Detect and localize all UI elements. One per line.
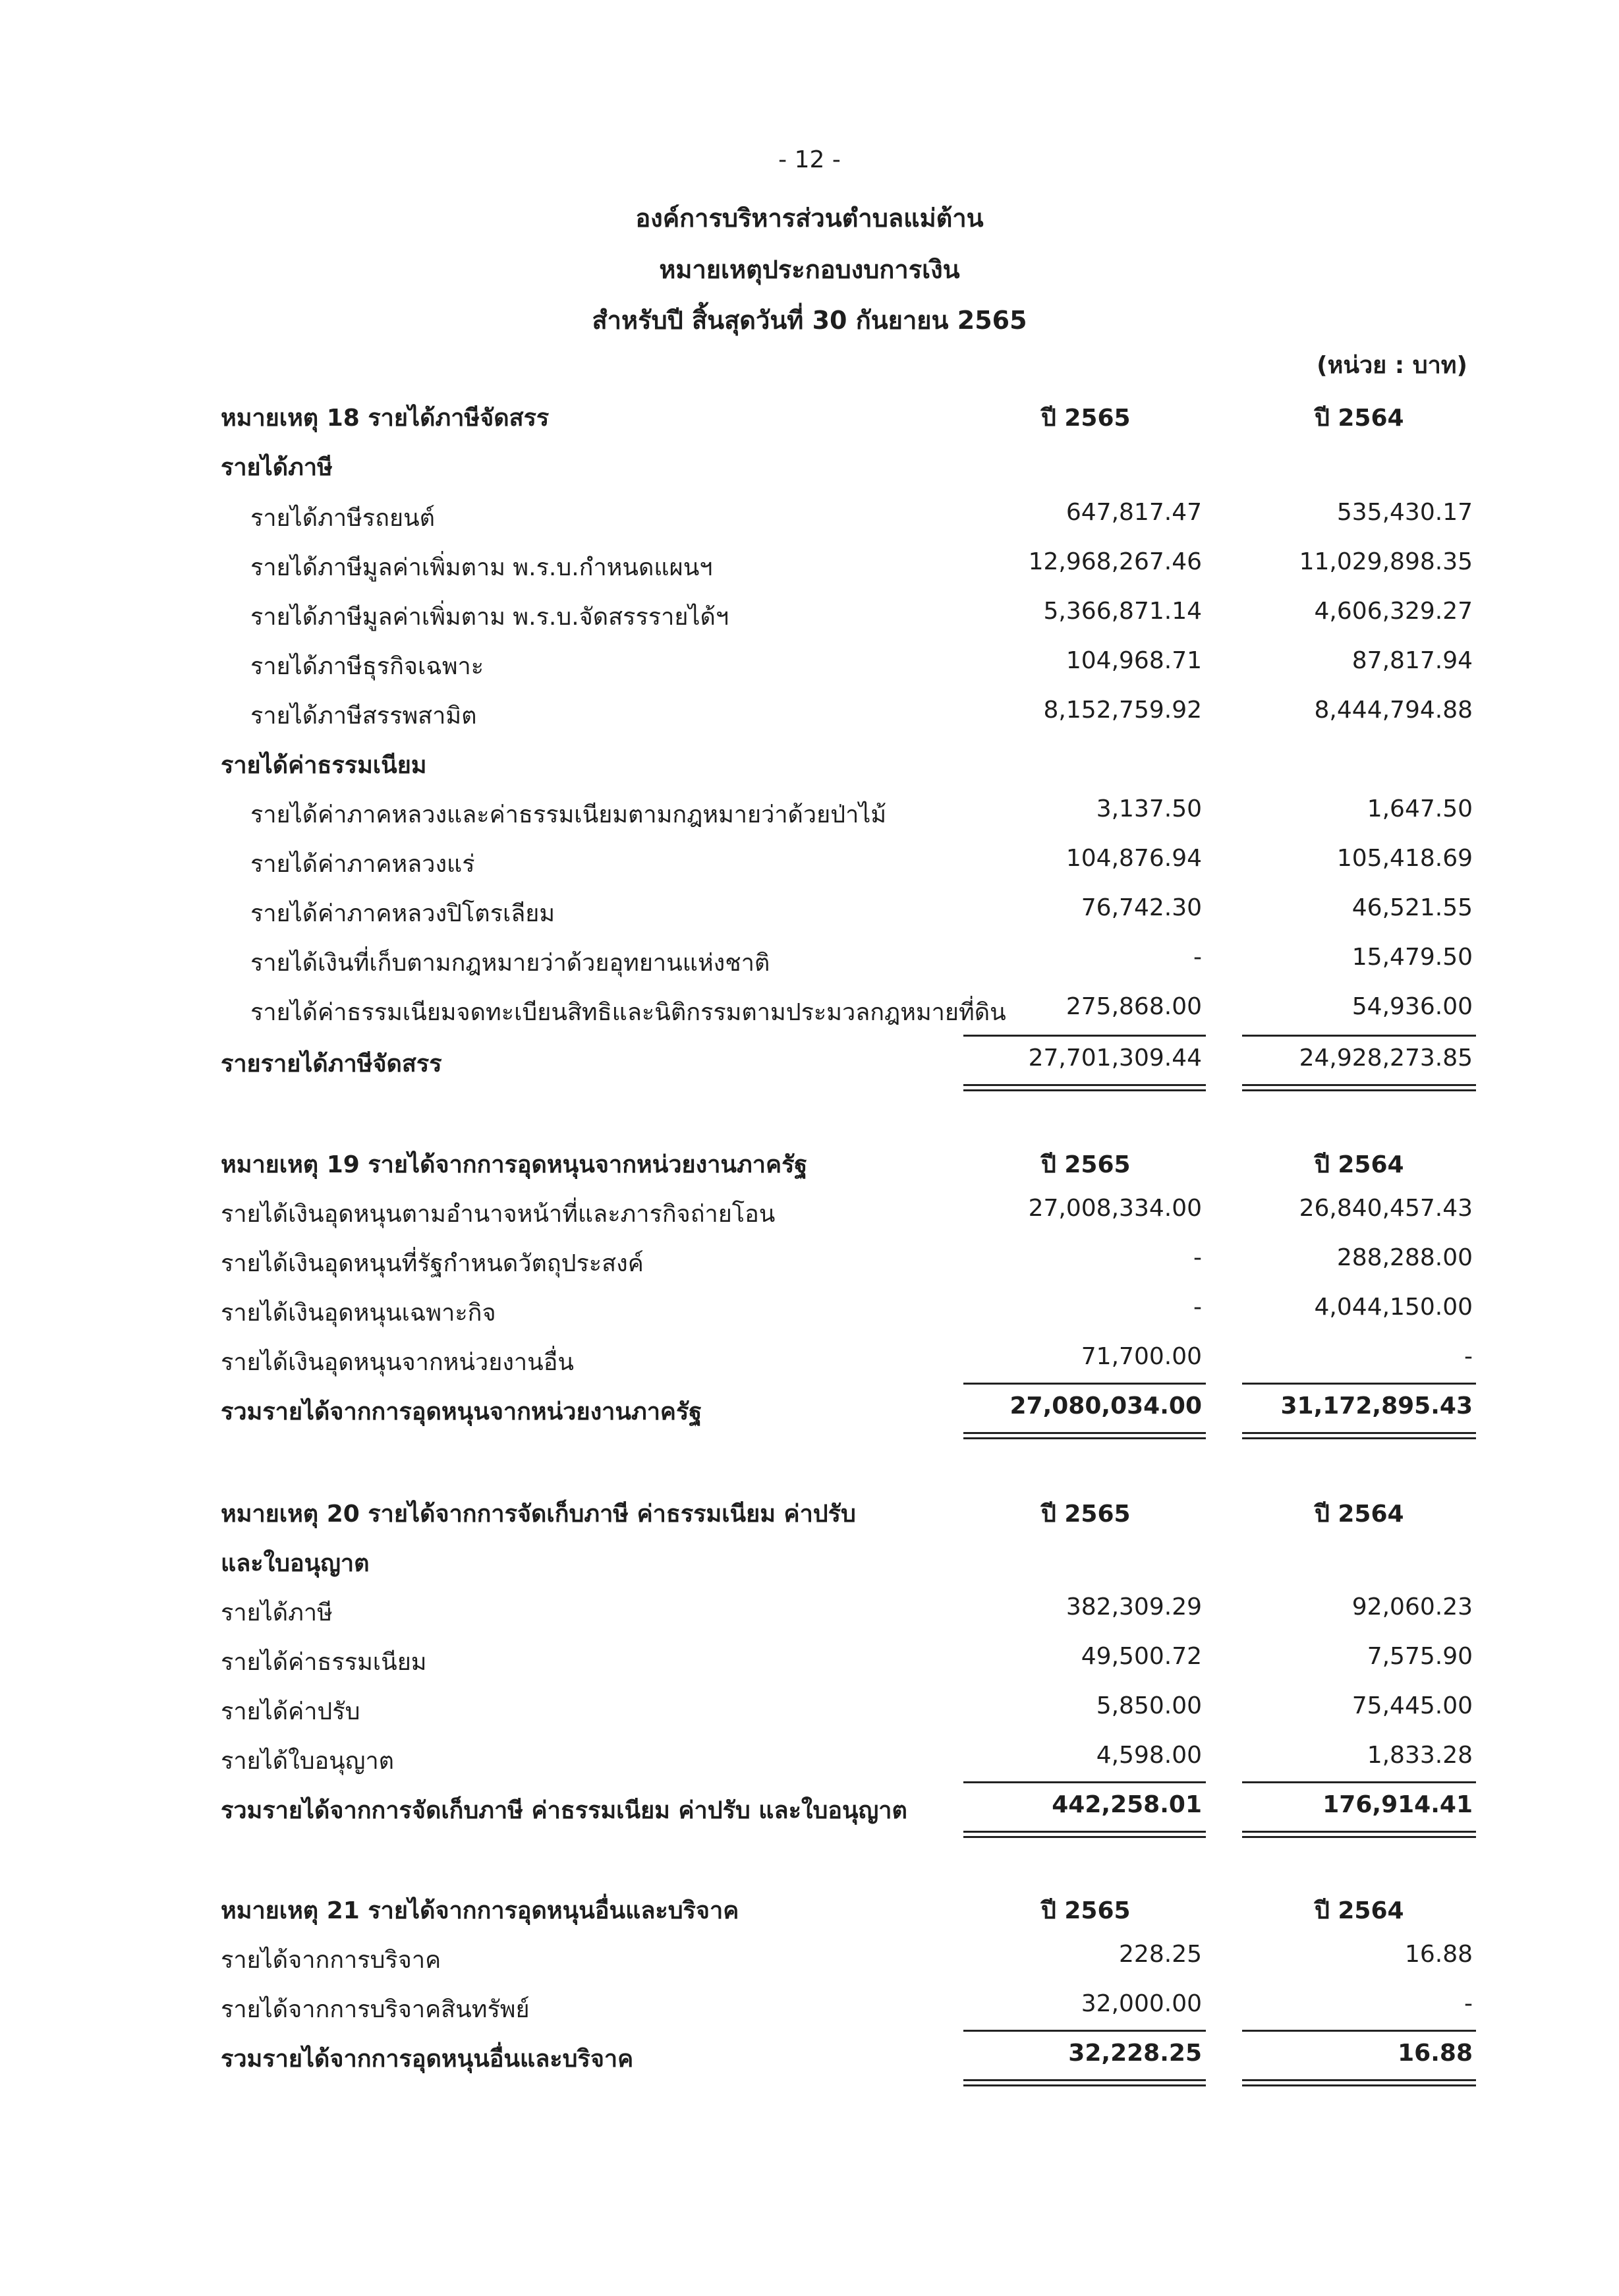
group-label: รายได้ภาษี [221, 454, 333, 481]
value-2564: 4,044,150.00 [1314, 1294, 1473, 1321]
value-2564: 288,288.00 [1336, 1244, 1473, 1271]
value-2564: 4,606,329.27 [1314, 598, 1473, 625]
note19-title: หมายเหตุ 19 รายได้จากการอุดหนุนจากหน่วยงานภาครัฐ [221, 1151, 808, 1178]
value-2564: 26,840,457.43 [1299, 1195, 1473, 1222]
subtotal-rule [963, 1781, 1206, 1783]
table-row [0, 845, 1619, 884]
value-2565: - [1193, 1294, 1202, 1321]
row-label: รายได้เงินที่เก็บตามกฎหมายว่าด้วยอุทยานแห่งชาติ [250, 950, 770, 977]
total-row [0, 1791, 1619, 1831]
table-row [0, 1294, 1619, 1333]
period-line: สำหรับปี สิ้นสุดวันที่ 30 กันยายน 2565 [592, 306, 1027, 335]
double-rule [963, 1437, 1206, 1439]
table-row [0, 499, 1619, 538]
value-2564: 105,418.69 [1336, 845, 1473, 872]
value-2565: 275,868.00 [1065, 993, 1202, 1020]
value-2565: 12,968,267.46 [1028, 548, 1202, 575]
table-row [0, 1941, 1619, 1980]
value-2564: 75,445.00 [1351, 1692, 1473, 1719]
value-2564: 1,833.28 [1367, 1742, 1473, 1769]
note20-col1: ปี 2565 [1041, 1501, 1131, 1528]
row-label: รายได้จากการบริจาค [221, 1947, 441, 1974]
note20-title: หมายเหตุ 20 รายได้จากการจัดเก็บภาษี ค่าธรรมเนียม ค่าปรับ [221, 1501, 856, 1528]
table-row [0, 1990, 1619, 2030]
table-row [0, 647, 1619, 687]
note19-header-row [0, 1145, 1619, 1185]
double-rule [1242, 2084, 1476, 2086]
subtotal-rule [1242, 1383, 1476, 1385]
row-label: รายได้ค่าภาคหลวงแร่ [250, 851, 475, 878]
note18-group-tax [0, 448, 1619, 488]
value-2564: 15,479.50 [1351, 944, 1473, 971]
note21-title: หมายเหตุ 21 รายได้จากการอุดหนุนอื่นและบริจาค [221, 1897, 739, 1924]
total-row [0, 1045, 1619, 1084]
value-2565: 5,366,871.14 [1043, 598, 1202, 625]
value-2565: 76,742.30 [1081, 894, 1202, 921]
page-number: - 12 - [778, 146, 841, 173]
table-row [0, 1195, 1619, 1234]
group-label: รายได้ค่าธรรมเนียม [221, 752, 427, 779]
row-label: รายได้จากการบริจาคสินทรัพย์ [221, 1996, 530, 2023]
subtotal-rule [1242, 1781, 1476, 1783]
value-2564: 87,817.94 [1351, 647, 1473, 674]
note18-col1: ปี 2565 [1041, 405, 1131, 432]
note21-col1: ปี 2565 [1041, 1897, 1131, 1924]
value-2564: 8,444,794.88 [1314, 697, 1473, 724]
double-rule [1242, 1836, 1476, 1838]
double-rule [963, 2084, 1206, 2086]
table-row [0, 944, 1619, 983]
row-label: รายได้ภาษี [221, 1599, 333, 1626]
note18-group-fee [0, 746, 1619, 786]
row-label: รายได้ค่าธรรมเนียม [221, 1649, 427, 1676]
value-2565: 104,876.94 [1065, 845, 1202, 872]
total-2564: 31,172,895.43 [1280, 1392, 1473, 1420]
total-label: รวมรายได้จากการอุดหนุนจากหน่วยงานภาครัฐ [221, 1398, 702, 1425]
value-2565: 5,850.00 [1096, 1692, 1202, 1719]
value-2565: 49,500.72 [1081, 1643, 1202, 1670]
table-row [0, 1343, 1619, 1383]
row-label: รายได้ภาษีสรรพสามิต [250, 703, 477, 730]
value-2565: 382,309.29 [1065, 1593, 1202, 1621]
value-2564: 46,521.55 [1351, 894, 1473, 921]
double-rule [1242, 1089, 1476, 1091]
note21-col2: ปี 2564 [1315, 1897, 1404, 1924]
total-2564: 176,914.41 [1322, 1791, 1473, 1818]
row-label: รายได้ค่าปรับ [221, 1698, 360, 1725]
subtotal-rule [963, 1035, 1206, 1037]
row-label: รายได้ภาษีมูลค่าเพิ่มตาม พ.ร.บ.กำหนดแผนฯ [250, 554, 713, 581]
total-2564: 16.88 [1398, 2040, 1473, 2067]
row-label: รายได้ค่าภาคหลวงและค่าธรรมเนียมตามกฎหมายว่าด้วยป่าไม้ [250, 801, 887, 828]
row-label: รายได้ใบอนุญาต [221, 1748, 395, 1775]
total-row [0, 1392, 1619, 1432]
double-rule [963, 1831, 1206, 1833]
double-rule [963, 1836, 1206, 1838]
table-row [0, 697, 1619, 736]
note18-col2: ปี 2564 [1315, 405, 1404, 432]
table-row [0, 894, 1619, 934]
double-rule [1242, 1084, 1476, 1086]
row-label: รายได้ภาษีธุรกิจเฉพาะ [250, 653, 484, 680]
double-rule [1242, 1831, 1476, 1833]
row-label: รายได้ภาษีมูลค่าเพิ่มตาม พ.ร.บ.จัดสรรรายได้ฯ [250, 604, 729, 631]
total-label: รวมรายได้จากการอุดหนุนอื่นและบริจาค [221, 2046, 634, 2073]
table-row [0, 795, 1619, 835]
note18-header-row [0, 399, 1619, 438]
double-rule [1242, 1432, 1476, 1434]
value-2565: 228.25 [1119, 1941, 1202, 1968]
total-label: รายรายได้ภาษีจัดสรร [221, 1050, 442, 1077]
subtotal-rule [963, 2030, 1206, 2032]
document-title: หมายเหตุประกอบงบการเงิน [659, 255, 960, 284]
table-row [0, 1593, 1619, 1633]
value-2564: 11,029,898.35 [1299, 548, 1473, 575]
organization-name: องค์การบริหารส่วนตำบลแม่ต้าน [635, 204, 984, 233]
value-2565: 32,000.00 [1081, 1990, 1202, 2017]
row-label: รายได้เงินอุดหนุนตามอำนาจหน้าที่และภารกิจถ่ายโอน [221, 1201, 776, 1228]
row-label: รายได้เงินอุดหนุนจากหน่วยงานอื่น [221, 1349, 574, 1376]
value-2564: 1,647.50 [1367, 795, 1473, 822]
note19-col2: ปี 2564 [1315, 1151, 1404, 1178]
row-label: รายได้เงินอุดหนุนที่รัฐกำหนดวัตถุประสงค์ [221, 1250, 644, 1277]
double-rule [1242, 2079, 1476, 2081]
total-label: รวมรายได้จากการจัดเก็บภาษี ค่าธรรมเนียม ค่าปรับ และใบอนุญาต [221, 1797, 907, 1824]
value-2565: 4,598.00 [1096, 1742, 1202, 1769]
value-2565: 27,008,334.00 [1028, 1195, 1202, 1222]
row-label: รายได้เงินอุดหนุนเฉพาะกิจ [221, 1300, 496, 1327]
table-row [0, 548, 1619, 588]
total-2565: 27,080,034.00 [1009, 1392, 1202, 1420]
table-row [0, 1643, 1619, 1682]
double-rule [963, 1432, 1206, 1434]
double-rule [963, 1089, 1206, 1091]
value-2564: 92,060.23 [1351, 1593, 1473, 1621]
subtotal-rule [1242, 2030, 1476, 2032]
total-2564: 24,928,273.85 [1299, 1045, 1473, 1072]
value-2565: 8,152,759.92 [1043, 697, 1202, 724]
unit-label: (หน่วย : บาท) [1317, 352, 1467, 379]
value-2564: 16.88 [1404, 1941, 1473, 1968]
total-2565: 27,701,309.44 [1028, 1045, 1202, 1072]
value-2565: 71,700.00 [1081, 1343, 1202, 1370]
total-2565: 32,228.25 [1068, 2040, 1202, 2067]
value-2565: - [1193, 944, 1202, 971]
note21-header-row [0, 1891, 1619, 1931]
note18-title: หมายเหตุ 18 รายได้ภาษีจัดสรร [221, 405, 550, 432]
value-2565: - [1193, 1244, 1202, 1271]
value-2564: 7,575.90 [1367, 1643, 1473, 1670]
double-rule [1242, 1437, 1476, 1439]
note20-title-cont [0, 1544, 1619, 1584]
note19-col1: ปี 2565 [1041, 1151, 1131, 1178]
double-rule [963, 1084, 1206, 1086]
row-label: รายได้ภาษีรถยนต์ [250, 505, 436, 532]
row-label: รายได้ค่าภาคหลวงปิโตรเลียม [250, 900, 555, 927]
total-2565: 442,258.01 [1052, 1791, 1202, 1818]
table-row [0, 598, 1619, 637]
double-rule [963, 2079, 1206, 2081]
table-row [0, 1692, 1619, 1732]
note20-title-line2: และใบอนุญาต [221, 1550, 370, 1577]
value-2565: 3,137.50 [1096, 795, 1202, 822]
value-2564: 535,430.17 [1336, 499, 1473, 526]
table-row [0, 1244, 1619, 1284]
table-row [0, 1742, 1619, 1781]
value-2565: 647,817.47 [1065, 499, 1202, 526]
row-label: รายได้ค่าธรรมเนียมจดทะเบียนสิทธิและนิติกรรมตามประมวลกฎหมายที่ดิน [250, 999, 1006, 1026]
total-row [0, 2040, 1619, 2079]
subtotal-rule [963, 1383, 1206, 1385]
note20-header-row [0, 1495, 1619, 1534]
value-2565: 104,968.71 [1065, 647, 1202, 674]
subtotal-rule [1242, 1035, 1476, 1037]
value-2564: 54,936.00 [1351, 993, 1473, 1020]
table-row [0, 993, 1619, 1033]
note20-col2: ปี 2564 [1315, 1501, 1404, 1528]
value-2564: - [1464, 1990, 1473, 2017]
value-2564: - [1464, 1343, 1473, 1370]
